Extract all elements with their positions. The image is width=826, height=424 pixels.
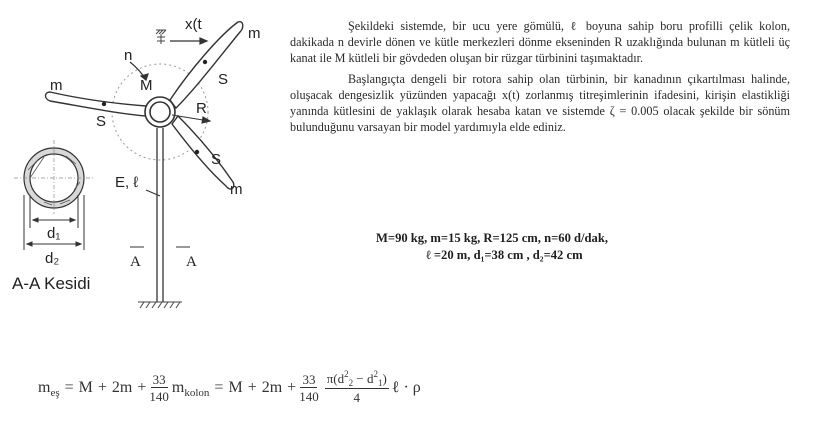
eq-pi-suffix: )	[382, 371, 387, 386]
tower-base	[138, 302, 182, 308]
eq-fraction-pi	[325, 371, 389, 405]
M-label: M	[140, 77, 153, 94]
eq-plus-1: +	[97, 379, 107, 396]
section-title: A-A Kesidi	[12, 274, 91, 293]
eq-equals-2: =	[214, 379, 224, 396]
eq-M: M	[78, 379, 93, 396]
eq-plus-4: +	[287, 379, 297, 396]
eq-pi-prefix: π(d	[326, 371, 345, 386]
wind-turbine-figure	[0, 0, 290, 330]
x-arrow	[170, 38, 207, 44]
eq-plus-3: +	[247, 379, 257, 396]
E-ell-leader	[146, 190, 160, 196]
m-label-bottom: m	[230, 181, 243, 198]
m-label-top: m	[248, 25, 261, 42]
tower	[157, 128, 163, 302]
eq-m-kolon: m	[171, 379, 185, 396]
eq-pi-sub-b: 1	[377, 378, 383, 388]
equivalent-mass-equation	[38, 360, 598, 416]
eq-fraction-2	[299, 372, 319, 404]
eq-pi-numerator	[325, 371, 389, 389]
section-A-right: A	[186, 254, 197, 270]
eq-equals-1: =	[64, 379, 74, 396]
eq-fraction-1	[149, 372, 169, 404]
eq-tail: ℓ · ρ	[391, 379, 421, 396]
S-label-upper: S	[218, 71, 229, 88]
eq-2m: 2m	[111, 379, 133, 396]
blade-lower	[172, 116, 234, 189]
eq-frac2-den: 140	[299, 389, 319, 404]
eq-m: m	[38, 379, 51, 396]
eq-pi-sub-a: 2	[348, 378, 354, 388]
eq-M-2: M	[228, 379, 243, 396]
section-A-left: A	[130, 254, 141, 270]
blade-upper	[170, 22, 243, 108]
eq-2m-2: 2m	[261, 379, 283, 396]
problem-statement	[290, 18, 790, 139]
eq-plus-2: +	[137, 379, 147, 396]
eq-pi-denominator: 4	[353, 390, 360, 405]
x-of-t-label: x(t	[185, 16, 202, 33]
eq-pi-minus: − d	[353, 371, 374, 386]
eq-kolon-sub: kolon	[184, 387, 210, 399]
hub	[145, 97, 175, 127]
problem-paragraph-1: Şekildeki sistemde, bir ucu yere gömülü, ℓ boyuna sahip boru profilli çelik kolon, dakikada n devirle dönen ve kütle merkezleri dönme ekseninden R uzaklığında bulunan m kütleli üç kanat ile M kütleli bir gövdeden oluşan bir rüzgar türbinini taşımaktadır.	[290, 19, 790, 66]
eq-pi-sup-b: 2	[373, 369, 378, 379]
d1-label: d₁	[47, 225, 61, 242]
eq-frac1-num: 33	[152, 372, 166, 387]
E-ell-label: E, ℓ	[115, 174, 139, 191]
eq-frac1-den: 140	[149, 389, 169, 404]
R-label: R	[196, 100, 207, 117]
eq-m-sub: eş	[50, 387, 60, 399]
n-label: n	[124, 47, 133, 64]
top-ground-hatch	[156, 30, 166, 44]
problem-paragraph-2: Başlangıçta dengeli bir rotora sahip olan türbinin, bir kanadının çıkartılması halinde, oluşacak dengesizlik yüzünden yapacağı x(t) zorlanmış titreşimlerinin ifadesini, kirişin elastikliği yanında kütlesini de yaklaşık olarak hesaba katan ve sistemde ζ = 0.005 olacak şekilde bir sönüm bulunduğunu varsayan bir model yardımıyla elde ediniz.	[290, 71, 790, 135]
S-label-lower: S	[211, 151, 222, 168]
given-values	[376, 230, 776, 264]
m-label-left: m	[50, 77, 63, 94]
given-line-1: M=90 kg, m=15 kg, R=125 cm, n=60 d/dak,	[376, 231, 608, 245]
given-line-2: ℓ =20 m, d₁=38 cm , d₂=42 cm	[426, 248, 583, 262]
d2-label: d₂	[45, 250, 60, 267]
eq-frac2-num: 33	[302, 372, 316, 387]
eq-pi-sup-a: 2	[344, 369, 349, 379]
S-label-left: S	[96, 113, 107, 130]
cross-section	[14, 140, 94, 214]
